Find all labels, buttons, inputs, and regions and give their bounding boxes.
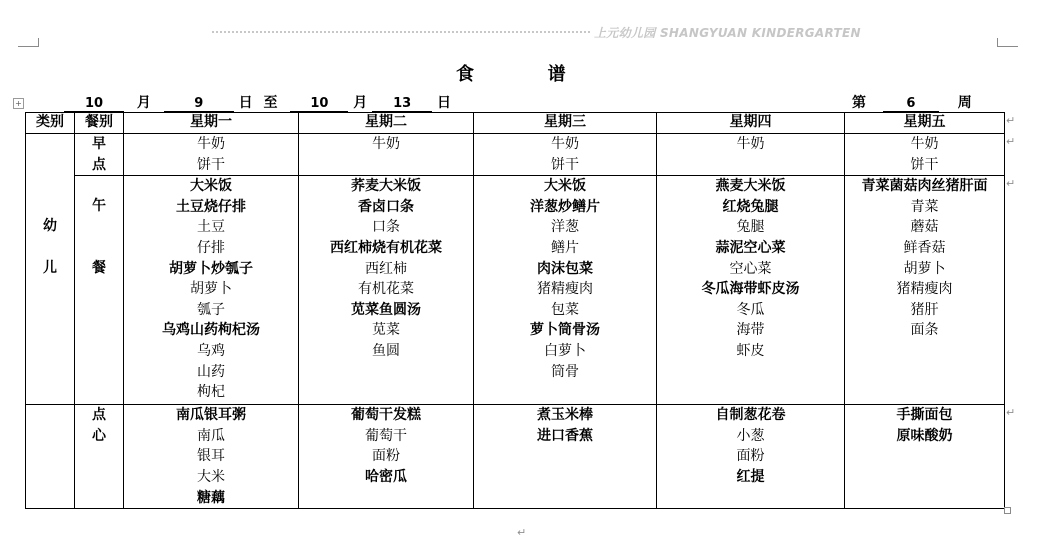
ingredient: 南瓜 — [197, 427, 225, 444]
dish-name: 红提 — [736, 468, 765, 485]
dish-name: 乌鸡山药枸杞汤 — [162, 322, 260, 339]
day-menu-cell — [299, 176, 474, 405]
ingredient: 牛奶 — [736, 136, 765, 152]
dish-name: 手撕面包 — [896, 407, 953, 424]
ingredient: 银耳 — [197, 448, 225, 465]
ingredient: 牛奶 — [551, 136, 579, 152]
ingredient: 洋葱 — [551, 219, 579, 236]
ingredient: 面粉 — [372, 448, 400, 465]
dish-name: 糖藕 — [197, 489, 225, 506]
week-prefix: 第 — [852, 95, 866, 111]
ingredient: 葡萄干 — [365, 427, 407, 444]
day-menu-cell — [657, 134, 845, 176]
dish-name: 蒜泥空心菜 — [715, 239, 786, 256]
ingredient: 筒骨 — [551, 363, 579, 380]
day-menu-cell — [845, 134, 1005, 176]
row-end-mark: ↵ — [1006, 135, 1016, 148]
to-label: 至 — [263, 95, 278, 111]
day-label-2: 日 — [437, 95, 451, 111]
day-menu-cell — [124, 134, 299, 176]
ingredient: 猪精瘦肉 — [537, 281, 593, 298]
category-label: 儿 — [43, 260, 57, 276]
ingredient: 白萝卜 — [544, 342, 586, 359]
ingredient: 大米 — [197, 468, 225, 485]
ingredient: 胡萝卜 — [190, 281, 232, 298]
dish-name: 香卤口条 — [358, 198, 414, 215]
meal-row — [26, 405, 1005, 509]
meal-name-char: 点 — [92, 407, 106, 424]
dish-name: 胡萝卜炒瓠子 — [169, 260, 253, 277]
ingredient: 西红柿 — [365, 260, 407, 277]
day-menu-cell — [474, 176, 657, 405]
ingredient: 牛奶 — [910, 136, 939, 152]
end-day: 13 — [372, 97, 432, 112]
day-menu-cell — [657, 176, 845, 405]
dish-name: 肉沫包菜 — [537, 260, 593, 277]
day-menu-cell — [657, 405, 845, 509]
day-menu-cell — [845, 176, 1005, 405]
table-move-handle-icon[interactable]: + — [13, 98, 24, 109]
dish-name: 萝卜筒骨汤 — [530, 322, 600, 339]
start-day: 9 — [164, 97, 234, 112]
dish-name: 大米饭 — [190, 178, 232, 195]
dish-name: 南瓜银耳粥 — [176, 407, 246, 424]
header-dotted-rule — [212, 31, 590, 33]
meal-name-cell — [75, 134, 124, 176]
category-cell — [26, 134, 75, 405]
day-menu-cell — [845, 405, 1005, 509]
ingredient: 青菜 — [910, 198, 939, 215]
ingredient: 饼干 — [910, 156, 939, 173]
dish-name: 红烧兔腿 — [722, 198, 779, 215]
dish-name: 自制葱花卷 — [715, 407, 786, 424]
category-cell-empty — [26, 405, 75, 509]
day-menu-cell — [124, 405, 299, 509]
crop-mark-top-left — [18, 38, 39, 47]
dish-name: 燕麦大米饭 — [715, 178, 786, 195]
dish-name: 西红柿烧有机花菜 — [330, 239, 442, 256]
ingredient: 有机花菜 — [358, 281, 414, 298]
ingredient: 面粉 — [736, 448, 765, 465]
dish-name: 原味酸奶 — [896, 427, 953, 444]
meal-row — [26, 176, 1005, 405]
ingredient: 面条 — [910, 322, 939, 339]
day-menu-cell — [474, 405, 657, 509]
meal-name-char: 早 — [92, 136, 106, 152]
ingredient: 鳝片 — [551, 239, 579, 256]
ingredient: 口条 — [372, 219, 400, 236]
header-monday: 星期一 — [124, 113, 299, 134]
meal-name-cell — [75, 405, 124, 509]
end-month: 10 — [290, 97, 348, 112]
start-month: 10 — [64, 97, 124, 112]
row-end-mark: ↵ — [1006, 114, 1016, 127]
ingredient: 胡萝卜 — [903, 260, 946, 277]
ingredient: 瓠子 — [197, 301, 225, 318]
dish-name: 土豆烧仔排 — [176, 198, 246, 215]
header-wednesday: 星期三 — [474, 113, 657, 134]
table-resize-handle[interactable] — [1004, 507, 1011, 514]
date-range — [64, 92, 451, 112]
week-suffix: 周 — [957, 95, 972, 111]
ingredient: 冬瓜 — [736, 301, 765, 318]
meal-name-char: 心 — [92, 427, 106, 444]
ingredient: 小葱 — [736, 427, 765, 444]
header-friday: 星期五 — [845, 113, 1005, 134]
paragraph-mark: ↵ — [517, 526, 527, 539]
ingredient: 猪精瘦肉 — [896, 281, 953, 298]
ingredient: 土豆 — [197, 219, 225, 236]
category-label: 幼 — [43, 218, 57, 234]
dish-name: 哈密瓜 — [365, 468, 407, 485]
day-label: 日 — [238, 95, 253, 111]
dish-name: 大米饭 — [544, 178, 586, 195]
ingredient: 枸杞 — [197, 384, 225, 401]
dish-name: 进口香蕉 — [537, 427, 593, 444]
dish-name: 葡萄干发糕 — [351, 407, 421, 424]
meal-name-char: 点 — [92, 156, 106, 173]
table-header-row — [26, 113, 1005, 134]
crop-mark-top-right — [997, 38, 1018, 47]
week-number — [852, 92, 972, 112]
dish-name: 洋葱炒鳝片 — [530, 198, 600, 215]
header-tuesday: 星期二 — [299, 113, 474, 134]
ingredient: 乌鸡 — [197, 342, 225, 359]
ingredient: 鱼圆 — [372, 342, 400, 359]
meal-name-char: 午 — [92, 198, 106, 215]
menu-title — [456, 60, 567, 86]
ingredient: 仔排 — [197, 239, 225, 256]
ingredient: 饼干 — [551, 156, 579, 173]
title-text: 食 谱 — [456, 64, 567, 85]
ingredient: 饼干 — [197, 156, 225, 173]
row-end-mark: ↵ — [1006, 406, 1016, 419]
row-end-mark: ↵ — [1006, 177, 1016, 190]
dish-name: 荞麦大米饭 — [351, 178, 421, 195]
day-menu-cell — [299, 134, 474, 176]
month-label: 月 — [136, 95, 151, 111]
dish-name: 冬瓜海带虾皮汤 — [701, 281, 800, 298]
school-header: 上元幼儿园 SHANGYUAN KINDERGARTEN — [594, 26, 861, 40]
ingredient: 苋菜 — [372, 322, 400, 339]
meal-name-cell — [75, 176, 124, 405]
ingredient: 牛奶 — [372, 136, 400, 152]
day-menu-cell — [299, 405, 474, 509]
dish-name: 苋菜鱼圆汤 — [351, 301, 421, 318]
header-thursday: 星期四 — [657, 113, 845, 134]
dish-name: 煮玉米棒 — [537, 407, 593, 424]
week-value: 6 — [883, 97, 939, 112]
month-label-2: 月 — [353, 95, 368, 111]
ingredient: 蘑菇 — [910, 219, 939, 236]
header-meal: 餐别 — [75, 113, 124, 134]
ingredient: 空心菜 — [729, 260, 772, 277]
day-menu-cell — [474, 134, 657, 176]
ingredient: 虾皮 — [736, 342, 765, 359]
ingredient: 鲜香菇 — [903, 239, 946, 256]
ingredient: 猪肝 — [910, 301, 939, 318]
dish-name: 青菜菌菇肉丝猪肝面 — [861, 178, 988, 195]
menu-table — [25, 112, 1005, 509]
ingredient: 兔腿 — [736, 219, 765, 236]
day-menu-cell — [124, 176, 299, 405]
ingredient: 山药 — [197, 363, 225, 380]
ingredient: 牛奶 — [197, 136, 225, 152]
meal-row — [26, 134, 1005, 176]
ingredient: 海带 — [736, 322, 765, 339]
meal-name-char: 餐 — [92, 260, 106, 277]
ingredient: 包菜 — [551, 301, 579, 318]
header-category: 类别 — [26, 113, 75, 134]
